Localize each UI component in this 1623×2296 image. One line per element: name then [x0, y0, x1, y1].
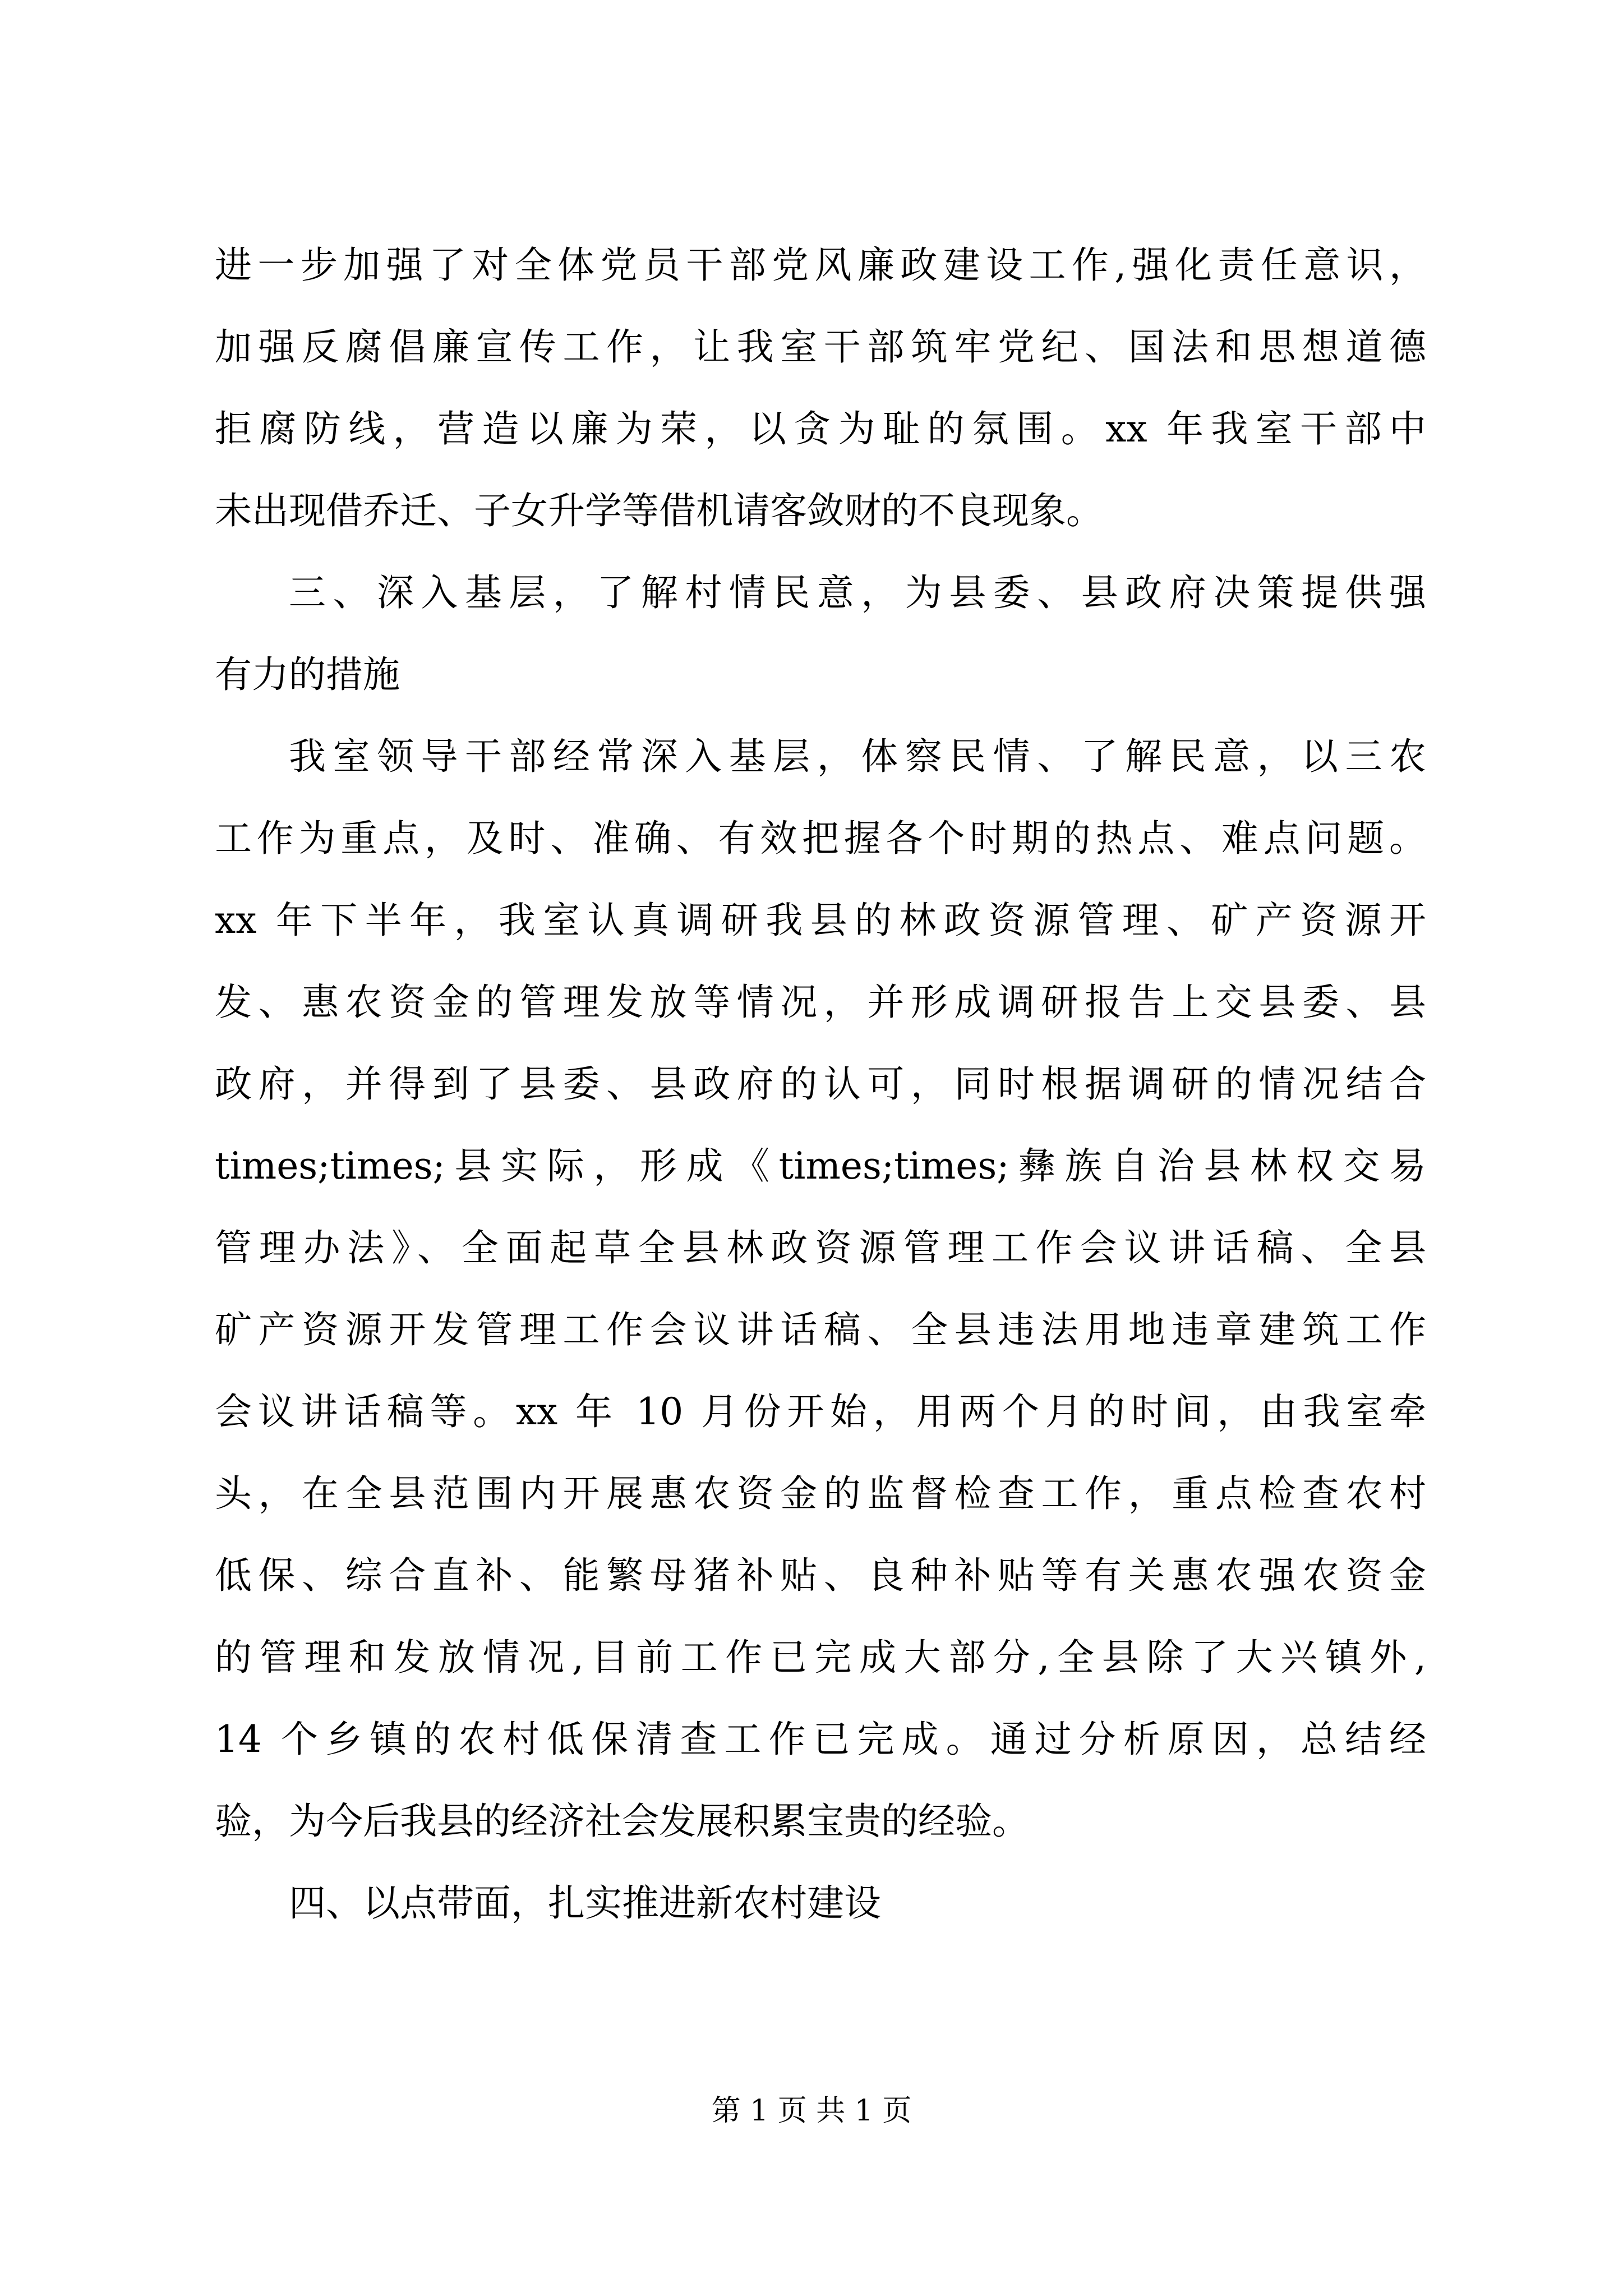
document-body: [215, 224, 1426, 1944]
text-line: 低保、综合直补、能繁母猪补贴、良种补贴等有关惠农强农资金: [215, 1554, 1426, 1597]
text-line: 我室领导干部经常深入基层，体察民情、了解民意，以三农: [289, 735, 1426, 778]
text-line: 拒腐防线，营造以廉为荣，以贪为耻的氛围。xx 年我室干部中: [215, 407, 1426, 450]
text-line: 会议讲话稿等。xx 年 10 月份开始，用两个月的时间，由我室牵: [215, 1390, 1426, 1433]
text-line: 有力的措施: [215, 653, 400, 696]
text-line: 发、惠农资金的管理发放等情况，并形成调研报告上交县委、县: [215, 981, 1426, 1024]
text-line: 三、深入基层，了解村情民意，为县委、县政府决策提供强: [289, 571, 1426, 614]
text-line: 进一步加强了对全体党员干部党风廉政建设工作,强化责任意识，: [215, 243, 1426, 287]
text-line: 管理办法》、全面起草全县林政资源管理工作会议讲话稿、全县: [215, 1226, 1426, 1269]
text-line: 工作为重点，及时、准确、有效把握各个时期的热点、难点问题。: [215, 817, 1426, 860]
page-footer: 第 1 页 共 1 页: [711, 2094, 912, 2128]
text-line: 加强反腐倡廉宣传工作，让我室干部筑牢党纪、国法和思想道德: [215, 325, 1426, 369]
text-line: 验，为今后我县的经济社会发展积累宝贵的经验。: [215, 1800, 1029, 1843]
text-line: 14 个乡镇的农村低保清查工作已完成。通过分析原因，总结经: [215, 1718, 1426, 1761]
text-line: 未出现借乔迁、子女升学等借机请客敛财的不良现象。: [215, 489, 1103, 532]
text-line: 头，在全县范围内开展惠农资金的监督检查工作，重点检查农村: [215, 1472, 1426, 1515]
text-line: xx 年下半年，我室认真调研我县的林政资源管理、矿产资源开: [215, 899, 1426, 942]
text-line: 的管理和发放情况,目前工作已完成大部分,全县除了大兴镇外,: [215, 1636, 1426, 1679]
text-line: 四、以点带面，扎实推进新农村建设: [289, 1881, 881, 1925]
text-line: times;times;县实际，形成《times;times;彝族自治县林权交易: [215, 1144, 1426, 1188]
text-line: 政府，并得到了县委、县政府的认可，同时根据调研的情况结合: [215, 1062, 1426, 1106]
text-line: 矿产资源开发管理工作会议讲话稿、全县违法用地违章建筑工作: [215, 1308, 1426, 1351]
